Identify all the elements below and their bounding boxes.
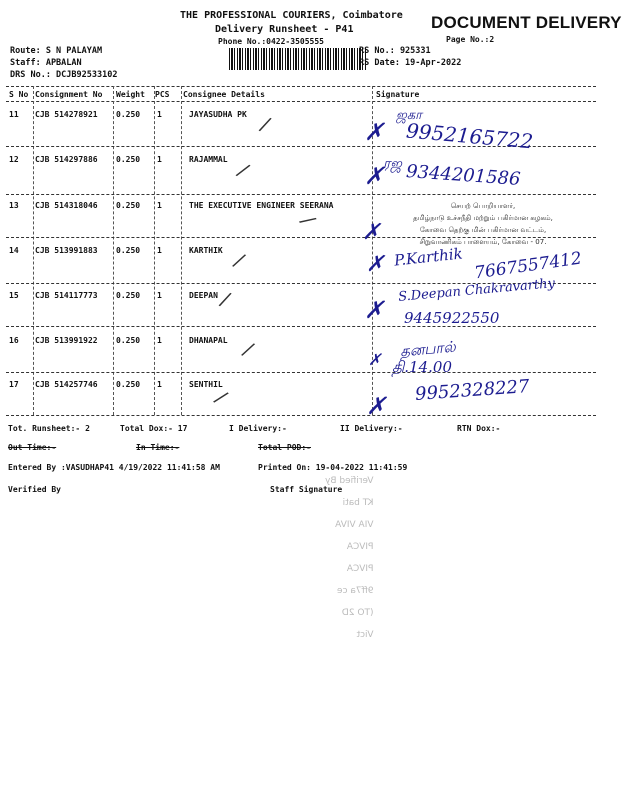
signature-cross-icon: ✗ xyxy=(364,296,385,324)
bleed-line: (TO 2D xyxy=(341,608,374,618)
page-number: Page No.:2 xyxy=(446,35,495,44)
col-weight: Weight xyxy=(116,90,145,99)
row-consignment: CJB 513991883 xyxy=(35,246,98,255)
row-sno: 11 xyxy=(9,110,19,119)
row-consignee: JAYASUDHA PK xyxy=(189,110,247,119)
row-consignment: CJB 514297886 xyxy=(35,155,98,164)
total-runsheet: Tot. Runsheet:- 2 xyxy=(8,424,90,433)
rs-date: RS Date: 19-Apr-2022 xyxy=(359,58,462,68)
row-weight: 0.250 xyxy=(116,201,141,210)
staff: Staff: APBALAN xyxy=(10,58,82,68)
row-consignee: THE EXECUTIVE ENGINEER SEERANA xyxy=(189,201,334,210)
signature-phone: தி.14.00 xyxy=(392,358,452,376)
row-consignee: RAJAMMAL xyxy=(189,155,228,164)
signature-cross-icon: ✗ xyxy=(366,392,387,420)
row-weight: 0.250 xyxy=(116,336,141,345)
stamp-line: சிறுவாணிகம் பாளையம், கோவை - 07. xyxy=(419,238,547,246)
stamp-line: தமிழ்நாடு உச்சநீதி மற்றும் பகிர்மான கழகம், xyxy=(413,214,553,222)
row-weight: 0.250 xyxy=(116,155,141,164)
bleed-through-text xyxy=(325,470,373,646)
column-divider xyxy=(113,86,114,415)
route: Route: S N PALAYAM xyxy=(10,46,103,56)
table-top-rule xyxy=(6,86,596,87)
tick-mark-icon: / xyxy=(296,211,321,229)
document-delivery-banner: DOCUMENT DELIVERY xyxy=(431,13,622,32)
out-time: Out Time:- xyxy=(8,443,57,452)
tick-mark-icon: / xyxy=(257,111,274,137)
entered-by: Entered By :VASUDHAP41 4/19/2022 11:41:58 AM xyxy=(8,463,220,472)
row-weight: 0.250 xyxy=(116,291,141,300)
row-consignee: DEEPAN xyxy=(189,291,218,300)
col-sno: S No xyxy=(9,90,29,99)
signature-phone: 9445922550 xyxy=(404,309,500,327)
total-pod: Total POD:- xyxy=(258,443,311,452)
bleed-line: Vict xyxy=(356,630,374,640)
signature-name: S.Deepan Chakravarthy xyxy=(397,276,556,305)
signature-cross-icon: ✗ xyxy=(364,118,385,146)
in-time: In Time:- xyxy=(136,443,180,452)
signature-name: ஜகா xyxy=(396,108,422,123)
row-sno: 14 xyxy=(9,246,19,255)
stamp-line: செயற் பொறியாளர், xyxy=(450,202,516,210)
barcode xyxy=(229,48,366,70)
signature-cross-icon: ✗ xyxy=(366,252,385,277)
row-pcs: 1 xyxy=(157,380,162,389)
stamp-line: கோவை தெற்கு மின் பகிர்மான வட்டம், xyxy=(419,226,547,234)
row-weight: 0.250 xyxy=(116,110,141,119)
row-pcs: 1 xyxy=(157,110,162,119)
column-divider xyxy=(181,86,182,415)
column-divider xyxy=(33,86,34,415)
row-consignment: CJB 514318046 xyxy=(35,201,98,210)
row-weight: 0.250 xyxy=(116,380,141,389)
tick-mark-icon: / xyxy=(230,247,249,273)
tick-mark-icon: / xyxy=(233,158,254,182)
row-pcs: 1 xyxy=(157,155,162,164)
signature-phone: 7667557412 xyxy=(473,248,584,284)
signature-name: தனபால் xyxy=(399,337,457,361)
col-consignment: Consignment No xyxy=(35,90,103,99)
row-pcs: 1 xyxy=(157,336,162,345)
tick-mark-icon: / xyxy=(217,286,234,312)
col-signature: Signature xyxy=(376,90,420,99)
signature-cross-icon: ✗ xyxy=(364,162,385,190)
runsheet-title: Delivery Runsheet - P41 xyxy=(215,24,354,35)
row-separator xyxy=(6,194,596,195)
row-sno: 13 xyxy=(9,201,19,210)
bleed-line: PIVCA xyxy=(346,564,374,574)
row-sno: 15 xyxy=(9,291,19,300)
printed-on: Printed On: 19-04-2022 11:41:59 xyxy=(258,463,408,472)
bleed-line: Verified By xyxy=(325,476,374,486)
signature-cross-icon: ✗ xyxy=(368,350,382,369)
row-pcs: 1 xyxy=(157,246,162,255)
row-consignee: KARTHIK xyxy=(189,246,223,255)
column-divider xyxy=(154,86,155,415)
row-consignee: SENTHIL xyxy=(189,380,223,389)
staff-signature: Staff Signature xyxy=(270,485,343,494)
row-consignment: CJB 514278921 xyxy=(35,110,98,119)
row-consignment: CJB 513991922 xyxy=(35,336,98,345)
company-title: THE PROFESSIONAL COURIERS, Coimbatore xyxy=(180,10,403,21)
signature-phone: 9344201586 xyxy=(405,161,522,190)
col-consignee: Consignee Details xyxy=(183,90,265,99)
rtn-dox: RTN Dox:- xyxy=(457,424,501,433)
col-pcs: PCS xyxy=(155,90,170,99)
row-separator xyxy=(6,372,596,373)
verified-by: Verified By xyxy=(8,485,61,494)
rs-number: RS No.: 925331 xyxy=(359,46,431,56)
row-consignee: DHANAPAL xyxy=(189,336,228,345)
i-delivery: I Delivery:- xyxy=(229,424,287,433)
row-pcs: 1 xyxy=(157,291,162,300)
table-header-rule xyxy=(6,101,596,102)
signature-phone: 9952328227 xyxy=(414,376,531,405)
bleed-line: PIVCA xyxy=(346,542,374,552)
phone-number: Phone No.:0422-3505555 xyxy=(218,37,324,46)
bleed-line: 9ff7a ce xyxy=(336,586,374,596)
total-dox: Total Dox:- 17 xyxy=(120,424,188,433)
row-weight: 0.250 xyxy=(116,246,141,255)
signature-name: ரஜ xyxy=(383,156,402,172)
row-pcs: 1 xyxy=(157,201,162,210)
ii-delivery: II Delivery:- xyxy=(340,424,403,433)
bleed-line: VIA VIVA xyxy=(335,520,374,530)
row-separator xyxy=(6,326,596,327)
tick-mark-icon: / xyxy=(239,336,258,362)
row-consignment: CJB 514117773 xyxy=(35,291,98,300)
table-bottom-rule xyxy=(6,415,596,416)
office-stamp xyxy=(383,200,583,248)
signature-phone: 9952165722 xyxy=(405,118,535,154)
signature-name: P.Karthik xyxy=(393,244,464,270)
row-sno: 17 xyxy=(9,380,19,389)
row-sno: 12 xyxy=(9,155,19,164)
row-sno: 16 xyxy=(9,336,19,345)
tick-mark-icon: / xyxy=(211,385,232,409)
signature-cross-icon: ✗ xyxy=(362,220,381,245)
drs-number: DRS No.: DCJB92533102 xyxy=(10,70,118,80)
row-consignment: CJB 514257746 xyxy=(35,380,98,389)
bleed-line: KT bati xyxy=(342,498,374,508)
